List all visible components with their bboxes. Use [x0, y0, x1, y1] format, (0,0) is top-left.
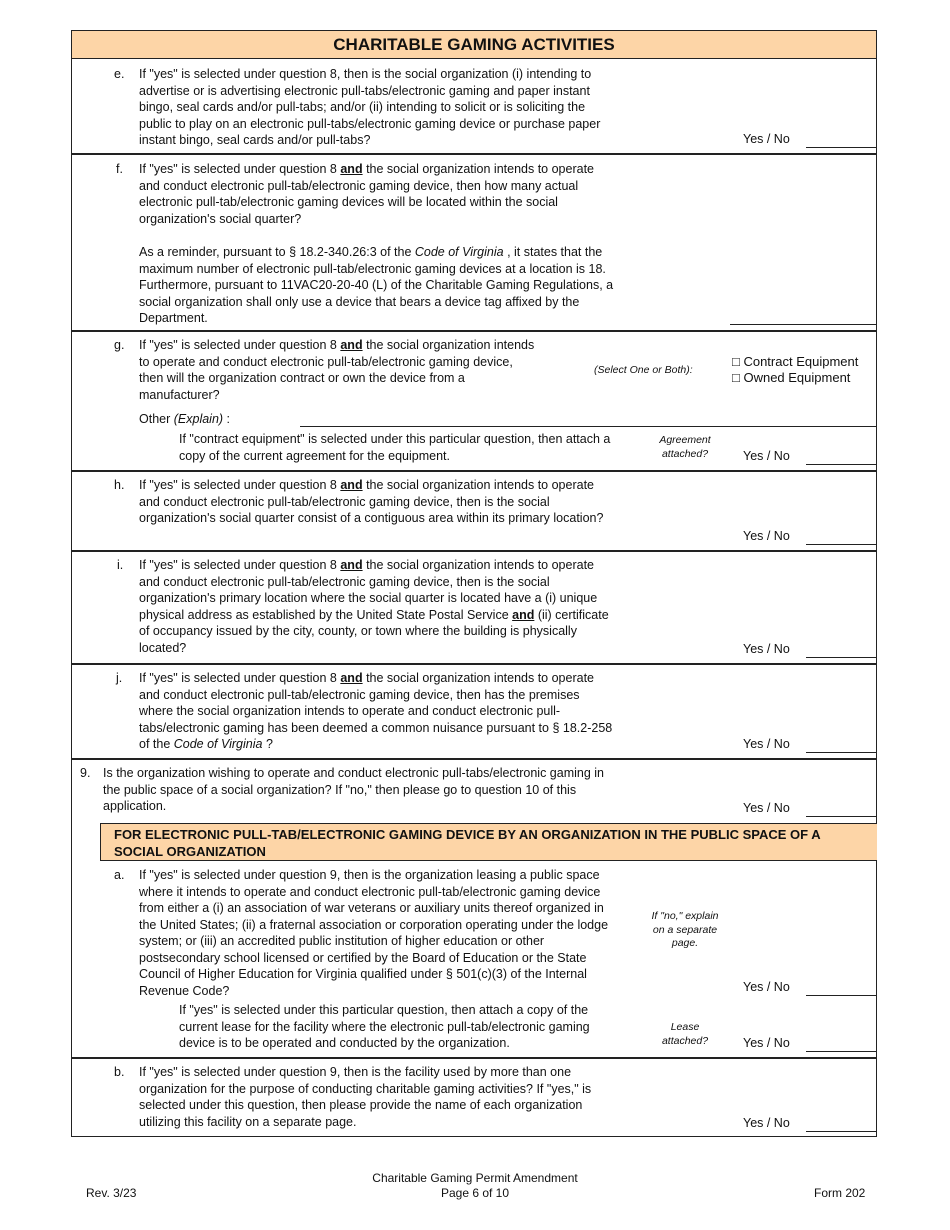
item-g-line: then will the organization contract or own the device from a	[139, 371, 465, 385]
item-a-sub-line: current lease for the facility where the electronic pull-tab/electronic gaming	[179, 1019, 590, 1034]
item-i-line: If "yes" is selected under question 8 and the social organization intends to operate	[139, 558, 594, 572]
item-h-line: and conduct electronic pull-tab/electronic gaming device, then is the social	[139, 494, 550, 509]
item-h-line: If "yes" is selected under question 8 and the social organization intends to operate	[139, 478, 594, 492]
item-g-sub-line: If "contract equipment" is selected under this particular question, then attach a	[179, 432, 611, 446]
item-g-marker: g.	[114, 338, 125, 352]
item-a-yes-no-label: Yes / No	[743, 980, 790, 994]
divider	[72, 330, 876, 332]
item-e-line: instant bingo, seal cards and/or pull-tabs?	[139, 133, 371, 147]
item-f-reminder-line: social organization shall only use a device that bears a device tag affixed by the	[139, 294, 580, 309]
item-e-text	[139, 66, 600, 149]
item-a-line: Council of Higher Education for Virginia qualified under § 501(c)(3) of the Internal	[139, 967, 587, 981]
item-b-marker: b.	[114, 1065, 125, 1079]
item-f-line: electronic pull-tab/electronic gaming devices will be located within the social	[139, 195, 558, 209]
item-i-line: located?	[139, 640, 187, 655]
select-note: (Select One or Both):	[594, 364, 693, 376]
item-a-marker: a.	[114, 868, 125, 882]
question-9-line: application.	[103, 799, 167, 813]
divider	[72, 1057, 876, 1059]
item-i-answer-line[interactable]	[806, 657, 877, 658]
item-j-line: If "yes" is selected under question 8 and the social organization intends to operate	[139, 671, 594, 685]
item-i-line: organization's primary location where the social quarter is located have a (i) unique	[139, 591, 598, 605]
footer-form-number: Form 202	[814, 1186, 866, 1200]
item-j-text	[139, 670, 612, 753]
item-j-marker: j.	[116, 671, 123, 685]
divider	[72, 470, 876, 472]
other-explain-label: Other (Explain) :	[139, 412, 231, 426]
item-a-sub-line: device is to be operated and conducted by the organization.	[179, 1036, 510, 1050]
item-a-line: If "yes" is selected under question 9, then is the organization leasing a public space	[139, 868, 600, 882]
item-e-marker: e.	[114, 67, 125, 81]
item-b-answer-line[interactable]	[806, 1131, 877, 1132]
item-i-marker: i.	[117, 558, 124, 572]
item-f-text	[139, 161, 594, 227]
item-b-yes-no-label: Yes / No	[743, 1116, 790, 1130]
question-9-text	[103, 765, 604, 815]
item-i-line: and conduct electronic pull-tab/electronic gaming device, then is the social	[139, 574, 550, 589]
footer-page-number: Page 6 of 10	[440, 1186, 510, 1200]
item-g-line: to operate and conduct electronic pull-tab/electronic gaming device,	[139, 354, 513, 369]
item-j-yes-no-label: Yes / No	[743, 737, 790, 751]
item-f-reminder-line: Furthermore, pursuant to 11VAC20-20-40 (L) of the Charitable Gaming Regulations, a	[139, 278, 614, 292]
item-e-line: bingo, seal cards and/or pull-tabs; and/or (ii) intending to solicit or is soliciting the	[139, 100, 586, 114]
item-a-lease-yes-no-label: Yes / No	[743, 1036, 790, 1050]
contract-equipment-checkbox[interactable]: □ Contract Equipment	[732, 354, 859, 369]
item-f-line: organization's social quarter?	[139, 211, 302, 226]
item-a-lease-answer-line[interactable]	[806, 1051, 877, 1052]
item-e-answer-line[interactable]	[806, 147, 877, 148]
item-g-sub-text	[179, 431, 610, 464]
item-a-line: the United States; (ii) a fraternal association or corporation operating under the lodge	[139, 917, 609, 932]
item-f-line: If "yes" is selected under question 8 and the social organization intends to operate	[139, 162, 594, 176]
item-j-line: where the social organization intends to operate and conduct electronic pull-	[139, 704, 561, 718]
item-b-line: selected under this question, then please provide the name of each organization	[139, 1098, 583, 1112]
item-h-yes-no-label: Yes / No	[743, 529, 790, 543]
item-i-yes-no-label: Yes / No	[743, 642, 790, 656]
page-title: CHARITABLE GAMING ACTIVITIES	[72, 31, 876, 59]
question-9-answer-line[interactable]	[806, 816, 877, 817]
item-h-marker: h.	[114, 478, 125, 492]
item-i-text	[139, 557, 609, 656]
other-explain-field[interactable]	[300, 426, 877, 427]
lease-attached-note: Lease attached?	[661, 1021, 709, 1047]
item-e-yes-no-label: Yes / No	[743, 132, 790, 146]
item-g-answer-line[interactable]	[806, 464, 877, 465]
item-b-line: organization for the purpose of conducting charitable gaming activities? If "yes," is	[139, 1081, 592, 1096]
item-i-line: of occupancy issued by the city, county, or town where the building is physically	[139, 624, 577, 638]
item-a-line: where it intends to operate and conduct electronic pull-tab/electronic gaming device	[139, 884, 601, 899]
item-f-reminder-line: Department.	[139, 311, 208, 325]
item-f-reminder-line: As a reminder, pursuant to § 18.2-340.26:3 of the Code of Virginia , it states that the	[139, 245, 603, 259]
explain-separate-page-note: If "no," explain on a separate page.	[651, 910, 719, 949]
section-header: FOR ELECTRONIC PULL-TAB/ELECTRONIC GAMING DEVICE BY AN ORGANIZATION IN THE PUBLIC SPACE OF A SOCIAL ORGANIZATION	[100, 823, 877, 861]
item-a-answer-line[interactable]	[806, 995, 877, 996]
item-g-line: manufacturer?	[139, 387, 220, 402]
item-h-line: organization's social quarter consist of a contiguous area within its primary location?	[139, 511, 604, 525]
footer-revision: Rev. 3/23	[86, 1186, 137, 1200]
item-a-line: system; or (iii) an accredited public institution of higher education or other	[139, 934, 545, 948]
footer-center	[300, 1171, 650, 1201]
question-9-yes-no-label: Yes / No	[743, 801, 790, 815]
item-g-text	[139, 337, 534, 403]
divider	[72, 663, 876, 665]
owned-equipment-checkbox[interactable]: □ Owned Equipment	[732, 370, 851, 385]
question-9-marker: 9.	[80, 766, 91, 780]
divider	[72, 153, 876, 155]
item-b-line: utilizing this facility on a separate page.	[139, 1114, 357, 1129]
item-g-yes-no-label: Yes / No	[743, 449, 790, 463]
item-a-text	[139, 867, 608, 999]
item-i-line: physical address as established by the United State Postal Service and (ii) certificate	[139, 607, 609, 622]
item-f-marker: f.	[116, 162, 123, 176]
item-f-reminder	[139, 244, 613, 327]
divider	[72, 550, 876, 552]
agreement-attached-note: Agreement attached?	[659, 434, 711, 460]
item-g-line: If "yes" is selected under question 8 and the social organization intends	[139, 338, 535, 352]
divider	[72, 758, 876, 760]
item-h-text	[139, 477, 603, 527]
item-f-answer-line[interactable]	[730, 324, 877, 325]
item-f-reminder-line: maximum number of electronic pull-tab/electronic gaming devices at a location is 18.	[139, 261, 606, 276]
item-b-text	[139, 1064, 591, 1130]
item-h-answer-line[interactable]	[806, 544, 877, 545]
item-a-line: Revenue Code?	[139, 983, 230, 998]
item-e-line: If "yes" is selected under question 8, then is the social organization (i) intending to	[139, 67, 592, 81]
item-a-sub-line: If "yes" is selected under this particular question, then attach a copy of the	[179, 1003, 589, 1017]
item-e-line: public to play on an electronic pull-tabs/electronic gaming device or purchase paper	[139, 116, 601, 131]
question-9-line: the public space of a social organization? If "no," then please go to question 10 of this	[103, 782, 577, 797]
item-a-sub-text	[179, 1002, 590, 1052]
item-f-line: and conduct electronic pull-tab/electronic gaming device, then how many actual	[139, 178, 579, 193]
item-j-line: tabs/electronic gaming has been deemed a common nuisance pursuant to § 18.2-258	[139, 720, 613, 735]
item-a-line: from either a (i) an association of war veterans or auxiliary units thereof organized in	[139, 901, 604, 915]
item-g-sub-line: copy of the current agreement for the equipment.	[179, 448, 450, 463]
item-j-line: and conduct electronic pull-tab/electronic gaming device, then has the premises	[139, 687, 580, 702]
item-a-line: postsecondary school licensed or certified by the Board of Education or the State	[139, 950, 587, 965]
footer-form-title: Charitable Gaming Permit Amendment	[372, 1171, 578, 1185]
item-j-answer-line[interactable]	[806, 752, 877, 753]
question-9-line: Is the organization wishing to operate and conduct electronic pull-tabs/electronic gaming in	[103, 766, 604, 780]
item-e-line: advertise or is advertising electronic pull-tabs/electronic gaming and paper instant	[139, 83, 590, 98]
item-j-line: of the Code of Virginia ?	[139, 737, 273, 751]
item-b-line: If "yes" is selected under question 9, then is the facility used by more than one	[139, 1065, 572, 1079]
